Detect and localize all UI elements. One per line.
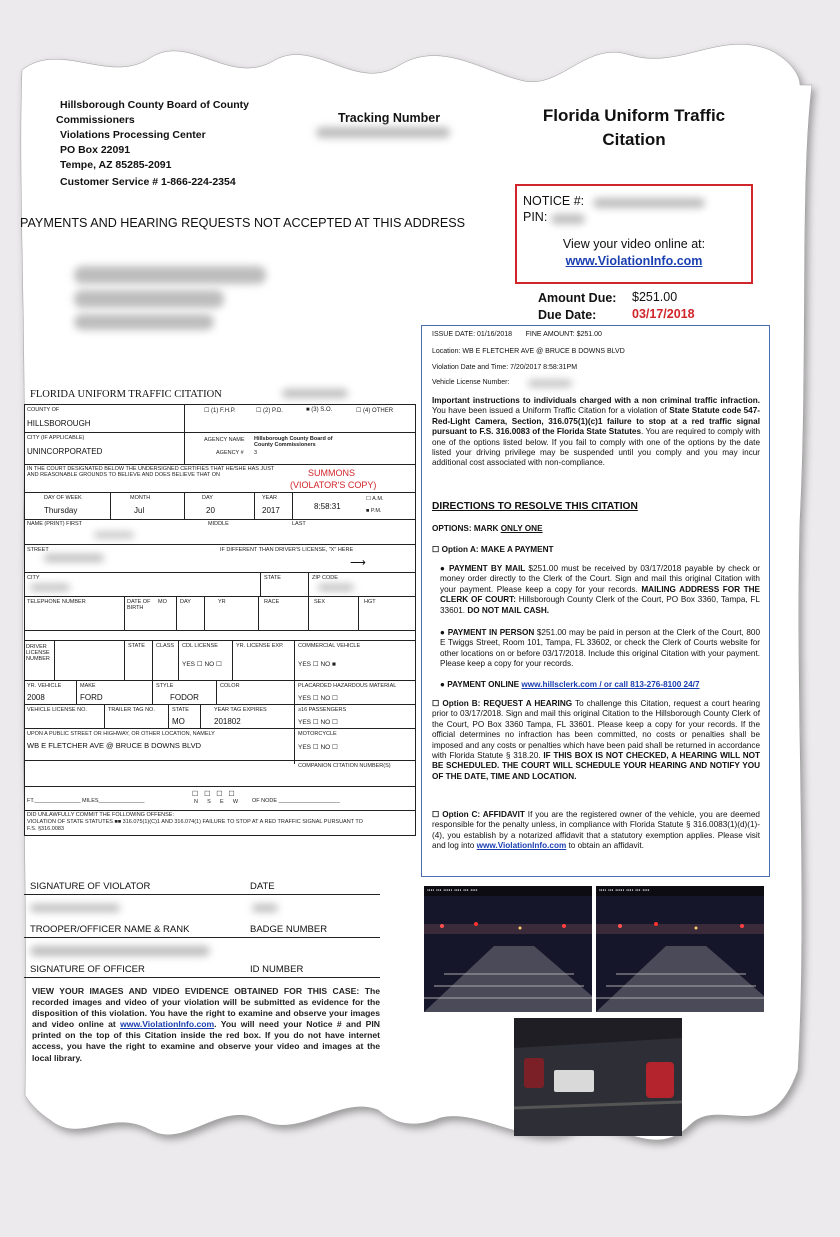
mo-label: MO — [158, 599, 167, 605]
agency-opt-3: ■ (3) S.O. — [306, 407, 333, 413]
offense-line-2: F.S. §316.0083 — [27, 826, 65, 832]
notice-label: NOTICE #: — [523, 194, 585, 208]
divider — [254, 492, 255, 519]
time-value: 8:58:31 — [314, 502, 341, 511]
motorcycle-yesno: YES ☐ NO ☐ — [298, 744, 338, 751]
county-label: COUNTY OF — [27, 407, 60, 413]
divider — [124, 596, 125, 630]
signature-date-label: DATE — [250, 881, 275, 892]
divider — [308, 572, 309, 596]
agency-num-label: AGENCY # — [216, 450, 244, 456]
divider — [24, 640, 416, 641]
important-bold: Important instructions to individuals charged with a non criminal traffic infraction. — [432, 396, 760, 405]
cdl-yesno: YES ☐ NO ☐ — [182, 661, 222, 668]
tracking-number-redacted — [316, 127, 450, 138]
offense-label: DID UNLAWFULLY COMMIT THE FOLLOWING OFFENSE: — [27, 812, 174, 818]
divider — [216, 680, 217, 704]
option-b[interactable] — [432, 699, 760, 782]
dow-label: DAY OF WEEK — [44, 495, 82, 501]
divider — [124, 640, 125, 680]
address-line-2: Commissioners — [56, 114, 135, 126]
important-text-b: . You are required to comply with one of the options listed below. If you fail to comply with one of the options by the date listed your driving privilege may be suspended until you comply and you may incur additional cost associated with non-compliance. — [432, 427, 760, 468]
option-b-bold: ☐ Option B: REQUEST A HEARING — [432, 699, 573, 708]
important-text-a: You have been issued a Uniform Traffic Citation for a violation of — [432, 406, 670, 416]
month-value: Jul — [134, 506, 145, 515]
address-line-1: Hillsborough County Board of County — [60, 99, 249, 111]
divider — [152, 640, 153, 680]
officer-label: SIGNATURE OF OFFICER — [30, 964, 145, 975]
day-label: DAY — [202, 495, 213, 501]
divider — [200, 704, 201, 728]
title-line-1: Florida Uniform Traffic — [542, 106, 726, 125]
license-plate-photo[interactable] — [514, 1018, 682, 1136]
class-label: CLASS — [156, 643, 175, 649]
intersection-image — [596, 886, 764, 1012]
officer-redacted — [30, 946, 210, 956]
pay-by-mail-text: $251.00 must be received by 03/17/2018 payable by check or money order directly to the Clerk of the Court. Sign and mail this original Citation with your payment. Please keep a copy for your records. — [440, 564, 760, 594]
state-label: STATE — [264, 575, 281, 581]
options-heading-only-one: ONLY ONE — [500, 524, 543, 533]
divider — [292, 492, 293, 519]
pay-by-mail — [432, 564, 760, 616]
agency-name-label: AGENCY NAME — [204, 437, 245, 443]
agency-num-value: 3 — [254, 450, 258, 456]
svg-text:▮▮▮▮ ▮▮▮ ▮▮▮▮▮ ▮▮▮▮ ▮▮▮ ▮▮▮▮: ▮▮▮▮ ▮▮▮ ▮▮▮▮▮ ▮▮▮▮ ▮▮▮ ▮▮▮▮ — [599, 889, 650, 892]
pay-online-bold: ● PAYMENT ONLINE — [440, 680, 520, 689]
divider — [204, 596, 205, 630]
address-line-4: PO Box 22091 — [60, 144, 131, 156]
passengers-label: ≥16 PASSENGERS — [298, 707, 347, 713]
option-a[interactable]: ☐ Option A: MAKE A PAYMENT — [432, 545, 554, 554]
divider — [176, 596, 177, 630]
divider — [54, 640, 55, 680]
customer-service: Customer Service # 1-866-224-2354 — [60, 176, 236, 188]
divider — [24, 432, 416, 433]
board-address — [56, 98, 249, 190]
options-heading — [432, 524, 760, 534]
mailing-address-bold: MAILING ADDRESS FOR THE CLERK OF COURT: — [440, 584, 760, 605]
agency-opt-2: ☐ (2) P.D. — [256, 408, 283, 414]
street-label: STREET — [27, 547, 49, 553]
signature-redacted-2 — [252, 904, 278, 912]
due-date-label: Due Date: — [538, 308, 597, 322]
yr-vehicle-label: YR. VEHICLE — [27, 683, 62, 689]
divider — [294, 640, 295, 680]
style-label: STYLE — [156, 683, 174, 689]
divider — [178, 640, 179, 680]
tracking-label: Tracking Number — [338, 111, 441, 125]
trooper-label: TROOPER/OFFICER NAME & RANK — [30, 924, 190, 935]
offense-line-1: VIOLATION OF STATE STATUTES ■■ 316.075(1)(C)1 AND 316.074(1) FAILURE TO STOP AT A RED TRAFFIC SIGNAL PURSUANT TO — [27, 819, 363, 825]
day2-label: DAY — [180, 599, 191, 605]
divider — [358, 596, 359, 630]
zip-label: ZIP CODE — [312, 575, 338, 581]
trooper-line — [24, 937, 380, 938]
pay-by-mail-bold: ● PAYMENT BY MAIL — [440, 564, 526, 573]
divider — [260, 572, 261, 596]
arrow-right-icon: ⟶ — [350, 557, 366, 569]
violationinfo-link[interactable]: www.ViolationInfo.com — [565, 254, 703, 268]
hgt-label: HGT — [364, 599, 376, 605]
agency-opt-1: ☐ (1) F.H.P. — [204, 408, 236, 414]
divider — [24, 786, 416, 787]
diff-address-label: IF DIFFERENT THAN DRIVER'S LICENSE, "X" HERE — [220, 547, 354, 553]
divider — [24, 492, 416, 493]
recipient-redacted-2 — [74, 290, 224, 308]
trailer-label: TRAILER TAG NO. — [108, 707, 155, 713]
divider — [308, 596, 309, 630]
signature-redacted-1 — [30, 904, 120, 912]
passengers-yesno: YES ☐ NO ☐ — [298, 719, 338, 726]
year-value: 2017 — [262, 506, 280, 515]
name-redacted — [94, 532, 134, 538]
divider — [76, 680, 77, 704]
id-label: ID NUMBER — [250, 964, 304, 975]
companion-label: COMPANION CITATION NUMBER(S) — [298, 763, 391, 769]
vehicle-year-value: 2008 — [27, 693, 45, 702]
court-text: IN THE COURT DESIGNATED BELOW THE UNDERSIGNED CERTIFIES THAT HE/SHE HAS JUST AND REASONABLE GROUNDS TO BELIEVE AND DOES BELIEVE THAT ON — [27, 466, 275, 478]
divider — [24, 810, 416, 811]
citation-title — [520, 104, 748, 152]
title-line-2: Citation — [602, 130, 666, 149]
evidence-paragraph — [32, 986, 380, 1064]
vstate-value: MO — [172, 717, 185, 726]
hazmat-label: PLACARDED HAZARDOUS MATERIAL — [298, 683, 397, 689]
form-citation-redacted — [282, 389, 348, 398]
county-value: HILLSBOROUGH — [27, 419, 91, 428]
month-label: MONTH — [130, 495, 151, 501]
amount-due-label: Amount Due: — [538, 291, 617, 305]
option-c-bold: ☐ Option C: AFFIDAVIT — [432, 810, 525, 819]
payments-notice: PAYMENTS AND HEARING REQUESTS NOT ACCEPTED AT THIS ADDRESS — [20, 216, 466, 230]
issue-date: ISSUE DATE: 01/16/2018 — [432, 331, 513, 338]
ft-miles: FT._______________ MILES_______________ — [27, 798, 145, 804]
divider — [24, 572, 416, 573]
option-b-warning: IF THIS BOX IS NOT CHECKED, A HEARING WILL NOT BE SCHEDULED. THE COURT WILL SCHEDULE YOUR HEARING AND NOTIFY YOU OF THE DATE, TIME AND LOCATION. — [432, 751, 760, 781]
svg-text:▮▮▮▮ ▮▮▮ ▮▮▮▮▮ ▮▮▮▮ ▮▮▮ ▮▮▮▮: ▮▮▮▮ ▮▮▮ ▮▮▮▮▮ ▮▮▮▮ ▮▮▮ ▮▮▮▮ — [427, 889, 478, 892]
yr-license-exp-label: YR. LICENSE EXP. — [236, 643, 284, 649]
divider — [24, 728, 416, 729]
address-line-5: Tempe, AZ 85285-2091 — [60, 159, 172, 171]
zip-redacted — [318, 584, 354, 591]
race-label: RACE — [264, 599, 280, 605]
style-value: FODOR — [170, 693, 199, 702]
dob-label: DATE OF BIRTH — [127, 599, 151, 611]
recipient-redacted-3 — [74, 314, 214, 330]
violator-copy-label: (VIOLATOR'S COPY) — [290, 480, 377, 490]
citation-form — [24, 404, 416, 836]
state2-label: STATE — [128, 643, 145, 649]
vehicle-license-redacted — [528, 380, 572, 387]
signature-violator-label: SIGNATURE OF VIOLATOR — [30, 881, 151, 892]
important-paragraph — [432, 396, 760, 469]
vstate-label: STATE — [172, 707, 189, 713]
recipient-redacted-1 — [74, 266, 266, 284]
amount-due-value: $251.00 — [632, 290, 678, 304]
divider — [24, 519, 416, 520]
dow-value: Thursday — [44, 506, 78, 515]
pay-in-person-text: $251.00 may be paid in person at the Clerk of the Court, 800 E Twiggs Street, Room 101, Tampa, FL 33602, or check the Clerk of Courts website for other locations on or before 03/17/2018. Include this original Citation with your payment. Please keep a copy for your records. — [440, 628, 760, 669]
location-line: Location: WB E FLETCHER AVE @ BRUCE B DOWNS BLVD — [432, 348, 625, 355]
issue-row — [432, 330, 760, 340]
affidavit-link[interactable]: www.ViolationInfo.com — [476, 841, 567, 851]
fine-amount: FINE AMOUNT: $251.00 — [525, 331, 602, 338]
city2-redacted — [30, 584, 70, 591]
divider — [24, 544, 416, 545]
direction-boxes: ☐ ☐ ☐ ☐ — [192, 791, 235, 798]
divider — [232, 640, 233, 680]
vlic-label: VEHICLE LICENSE NO. — [27, 707, 87, 713]
agency-opt-4: ☐ (4) OTHER — [356, 408, 394, 414]
hazmat-yesno: YES ☐ NO ☐ — [298, 695, 338, 702]
street-redacted — [44, 554, 104, 562]
location-value: WB E FLETCHER AVE @ BRUCE B DOWNS BLVD — [27, 741, 202, 750]
pin-label: PIN: — [523, 210, 548, 224]
sex-label: SEX — [314, 599, 326, 605]
pay-in-person-bold: ● PAYMENT IN PERSON — [440, 628, 535, 637]
dl-label: DRIVER LICENSE NUMBER — [26, 644, 50, 662]
of-node: OF NODE ____________________ — [252, 798, 340, 804]
signature-line — [24, 894, 380, 895]
officer-line — [24, 977, 380, 978]
tag-exp-label: YEAR TAG EXPIRES — [214, 707, 267, 713]
instructions-panel — [421, 325, 770, 877]
location-label: UPON A PUBLIC STREET OR HIGHWAY, OR OTHER LOCATION, NAMELY — [27, 731, 215, 737]
make-label: MAKE — [80, 683, 96, 689]
form-title: FLORIDA UNIFORM TRAFFIC CITATION — [30, 389, 222, 400]
city-label: CITY (IF APPLICABLE) — [27, 435, 85, 441]
address-line-3: Violations Processing Center — [60, 129, 206, 141]
divider — [110, 492, 111, 519]
commercial-yesno: YES ☐ NO ■ — [298, 661, 336, 668]
pm-label: ■ P.M. — [366, 508, 382, 514]
divider — [104, 704, 105, 728]
agency-name-value: Hillsborough County Board of County Commissioners — [254, 436, 333, 448]
summons-label: SUMMONS — [308, 468, 355, 478]
motorcycle-label: MOTORCYCLE — [298, 731, 337, 737]
option-c-text-2: to obtain an affidavit. — [566, 841, 644, 851]
video-text: View your video online at: — [562, 237, 706, 251]
rear-vehicle-image — [514, 1018, 682, 1136]
year-label: YEAR — [262, 495, 277, 501]
notice-box — [515, 184, 753, 284]
vehicle-license-line: Vehicle License Number: — [432, 379, 510, 386]
pay-in-person — [432, 628, 760, 670]
evidence-link[interactable]: www.ViolationInfo.com — [120, 1019, 215, 1030]
directions-heading: DIRECTIONS TO RESOLVE THIS CITATION — [432, 501, 638, 512]
violation-datetime: Violation Date and Time: 7/20/2017 8:58:31PM — [432, 364, 578, 371]
middle-label: MIDDLE — [208, 521, 229, 527]
due-date-value: 03/17/2018 — [632, 307, 695, 321]
name-label: NAME (PRINT) FIRST — [27, 521, 82, 527]
divider — [24, 760, 416, 761]
make-value: FORD — [80, 693, 103, 702]
city2-label: CITY — [27, 575, 40, 581]
directions: N S E W — [194, 799, 239, 805]
option-c[interactable] — [432, 810, 760, 852]
divider — [24, 704, 416, 705]
badge-label: BADGE NUMBER — [250, 924, 328, 935]
divider — [294, 680, 295, 764]
city-value: UNINCORPORATED — [27, 447, 103, 456]
evidence-text-1: The recorded images and video of your violation will be submitted as evidence for the disposition of this violation. You have the right to examine and observe your images and video online at — [32, 986, 380, 1030]
commercial-label: COMMERCIAL VEHICLE — [298, 643, 361, 649]
day-value: 20 — [206, 506, 215, 515]
notice-redacted — [593, 198, 705, 208]
divider — [24, 680, 416, 681]
divider — [168, 704, 169, 728]
yr-label: YR — [218, 599, 226, 605]
evidence-text-2: . You will need your Notice # and PIN printed on the top of this Citation inside the red box. If you do not have internet access, you have the right to examine and observe your video and images at the local library. — [32, 1019, 380, 1063]
important-statute: State Statute code 547-Red-Light Camera, Section, 316.075(1)(c)1 failure to stop at a red traffic signal pursuant to F.S. 316.0083 of the Florida State Statutes — [432, 406, 760, 437]
options-heading-pre: OPTIONS: MARK — [432, 524, 501, 533]
divider — [24, 630, 416, 631]
intersection-image — [424, 886, 592, 1012]
pin-redacted — [551, 214, 585, 224]
divider — [24, 464, 416, 465]
phone-label: TELEPHONE NUMBER — [27, 599, 86, 605]
last-label: LAST — [292, 521, 306, 527]
camera-photo-1[interactable] — [424, 886, 592, 1012]
no-cash-bold: DO NOT MAIL CASH. — [467, 605, 550, 615]
tag-exp-value: 201802 — [214, 717, 241, 726]
color-label: COLOR — [220, 683, 240, 689]
divider — [258, 596, 259, 630]
am-label: ☐ A.M. — [366, 496, 384, 502]
option-b-text: To challenge this Citation, request a court hearing prior to 03/17/2018. Sign and mail this original Citation to the Hillsborough County Clerk of the Court, PO Box 3360 Tampa, FL 33601. Please keep a copy for your records. If the official determines no infraction has been committed, no costs or penalties shall be imposed and any costs or penalties which have been paid shall be returned in accordance with Florida Statute § 318.20. — [432, 699, 760, 761]
mailing-address-text: Hillsborough County Clerk of the Court, PO Box 3360, Tampa, FL 33601. — [440, 595, 760, 615]
divider — [152, 680, 153, 704]
cdl-label: CDL LICENSE — [182, 643, 218, 649]
divider — [184, 492, 185, 519]
divider — [184, 404, 185, 464]
option-c-text: If you are the registered owner of the vehicle, you are deemed responsible for the penalty unless, in compliance with Florida Statute § 316.0083(1)(d)(1)-(4), you establish by a notarized affidavit that a statutory exemption applies. Please visit and log into — [432, 810, 760, 851]
pay-online — [432, 680, 768, 690]
hillsclerk-link[interactable]: www.hillsclerk.com / or call 813-276-8100 24/7 — [521, 680, 700, 689]
camera-photo-2[interactable] — [596, 886, 764, 1012]
evidence-title: VIEW YOUR IMAGES AND VIDEO EVIDENCE OBTAINED FOR THIS CASE: — [32, 986, 360, 996]
